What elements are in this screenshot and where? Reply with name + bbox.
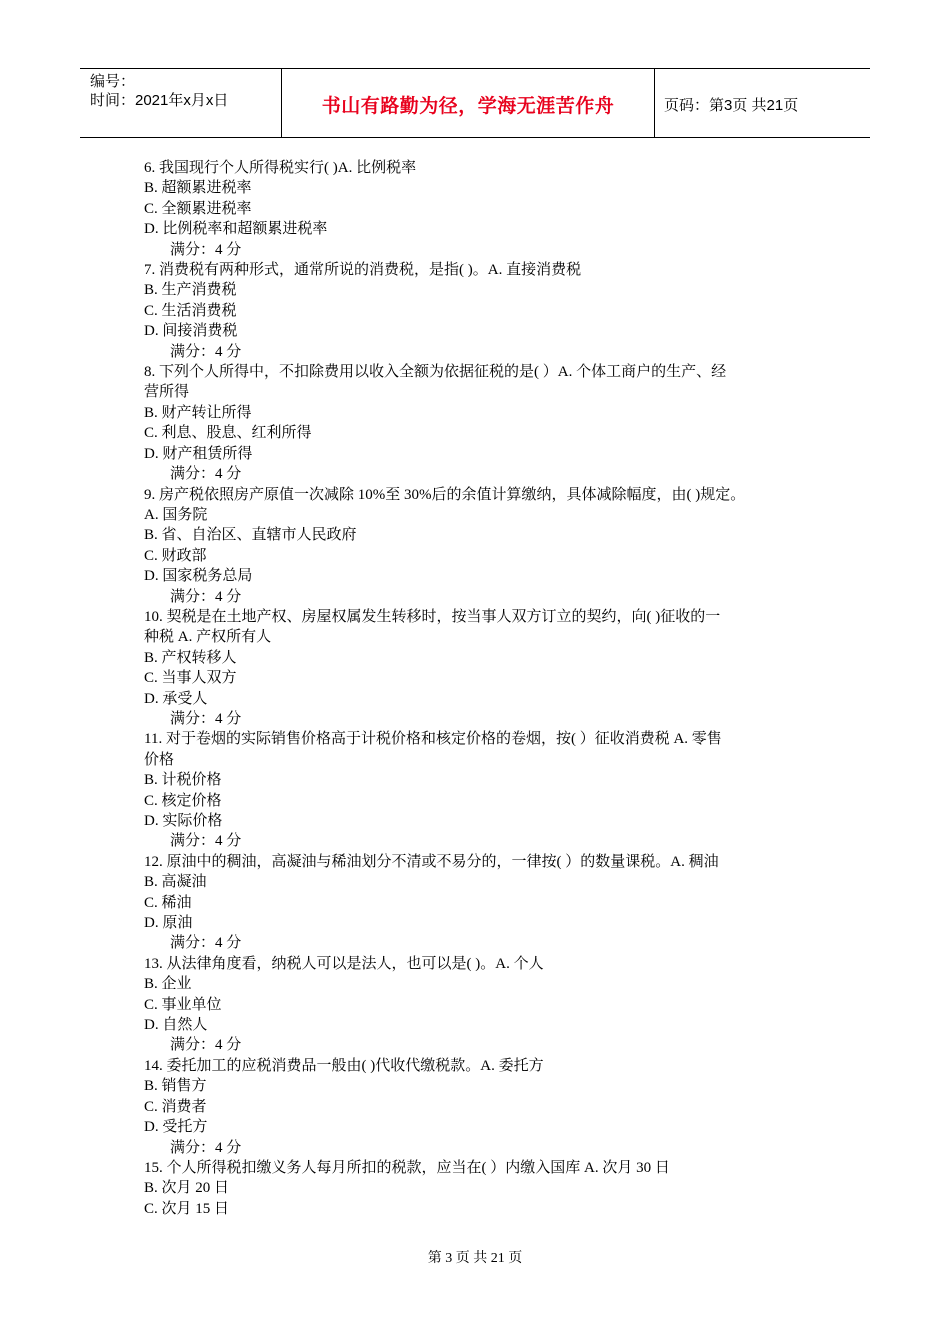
question-line: 10. 契税是在土地产权、房屋权属发生转移时，按当事人双方订立的契约，向( )征收的一: [144, 608, 721, 625]
question-line: D. 比例税率和超额累进税率: [144, 221, 328, 238]
question-line: C. 事业单位: [144, 996, 222, 1013]
score-line: 满分：4 分: [170, 1139, 242, 1156]
score-line: 满分：4 分: [170, 935, 242, 952]
question-line: 13. 从法律角度看，纳税人可以是法人，也可以是( )。A. 个人: [144, 955, 544, 972]
score-line: 满分：4 分: [170, 466, 242, 483]
header-motto-cell: [282, 69, 655, 137]
header-page-info: 页码：第3页 共21页: [664, 97, 799, 114]
question-line: 6. 我国现行个人所得税实行( )A. 比例税率: [144, 160, 417, 176]
question-line: 11. 对于卷烟的实际销售价格高于计税价格和核定价格的卷烟，按( ）征收消费税 A. 零售: [144, 731, 722, 748]
question-line: D. 国家税务总局: [144, 568, 253, 585]
question-line: 营所得: [144, 384, 190, 401]
question-line: D. 间接消费税: [144, 323, 238, 340]
question-line: C. 稀油: [144, 894, 192, 911]
question-line: C. 生活消费税: [144, 302, 237, 319]
question-line: D. 实际价格: [144, 813, 223, 829]
question-line: 8. 下列个人所得中，不扣除费用以收入全额为依据征税的是( ）A. 个体工商户的生产、经: [144, 364, 727, 381]
score-line: 满分：4 分: [170, 710, 242, 727]
question-line: D. 自然人: [144, 1017, 208, 1034]
document-body: [144, 158, 824, 1219]
question-line: C. 当事人双方: [144, 670, 237, 687]
score-line: 满分：4 分: [170, 241, 242, 258]
question-line: C. 消费者: [144, 1098, 207, 1115]
question-line: C. 财政部: [144, 547, 207, 564]
question-line: B. 销售方: [144, 1078, 207, 1095]
question-line: D. 承受人: [144, 690, 208, 707]
header-page-cell: [655, 69, 870, 137]
question-line: B. 超额累进税率: [144, 180, 252, 197]
header-info-cell: [80, 69, 282, 137]
question-line: B. 生产消费税: [144, 282, 237, 299]
question-line: C. 全额累进税率: [144, 200, 252, 217]
score-line: 满分：4 分: [170, 343, 242, 360]
question-line: B. 次月 20 日: [144, 1180, 230, 1197]
score-line: 满分：4 分: [170, 833, 242, 850]
document-date-label: 时间：2021年x月x日: [90, 92, 229, 109]
question-line: C. 次月 15 日: [144, 1200, 230, 1217]
question-line: D. 原油: [144, 915, 193, 932]
page-header: [80, 68, 870, 138]
page-footer: 第 3 页 共 21 页: [427, 1251, 523, 1266]
question-line: 12. 原油中的稠油，高凝油与稀油划分不清或不易分的，一律按( ）的数量课税。A. 稠油: [144, 853, 719, 870]
question-line: B. 财产转让所得: [144, 404, 252, 421]
question-line: 种税 A. 产权所有人: [144, 629, 272, 646]
question-line: C. 核定价格: [144, 792, 222, 809]
score-line: 满分：4 分: [170, 588, 242, 605]
question-line: C. 利息、股息、红利所得: [144, 425, 312, 442]
question-line: D. 受托方: [144, 1119, 208, 1136]
question-line: 9. 房产税依照房产原值一次减除 10%至 30%后的余值计算缴纳，具体减除幅度，由( )规定。: [144, 486, 746, 503]
question-line: 15. 个人所得税扣缴义务人每月所扣的税款，应当在( ）内缴入国库 A. 次月 30 日: [144, 1159, 670, 1176]
question-line: B. 企业: [144, 976, 192, 993]
score-line: 满分：4 分: [170, 1037, 242, 1054]
question-line: D. 财产租赁所得: [144, 445, 253, 462]
document-number-label: 编号：: [90, 73, 136, 90]
question-line: A. 国务院: [144, 506, 208, 523]
question-line: B. 计税价格: [144, 772, 222, 789]
question-line: B. 产权转移人: [144, 649, 237, 666]
question-line: 7. 消费税有两种形式，通常所说的消费税，是指( )。A. 直接消费税: [144, 262, 582, 279]
header-motto: 书山有路勤为径，学海无涯苦作舟: [321, 95, 615, 117]
question-line: 14. 委托加工的应税消费品一般由( )代收代缴税款。A. 委托方: [144, 1057, 544, 1074]
question-line: 价格: [144, 751, 175, 768]
question-line: B. 省、自治区、直辖市人民政府: [144, 527, 357, 544]
question-line: B. 高凝油: [144, 874, 207, 891]
